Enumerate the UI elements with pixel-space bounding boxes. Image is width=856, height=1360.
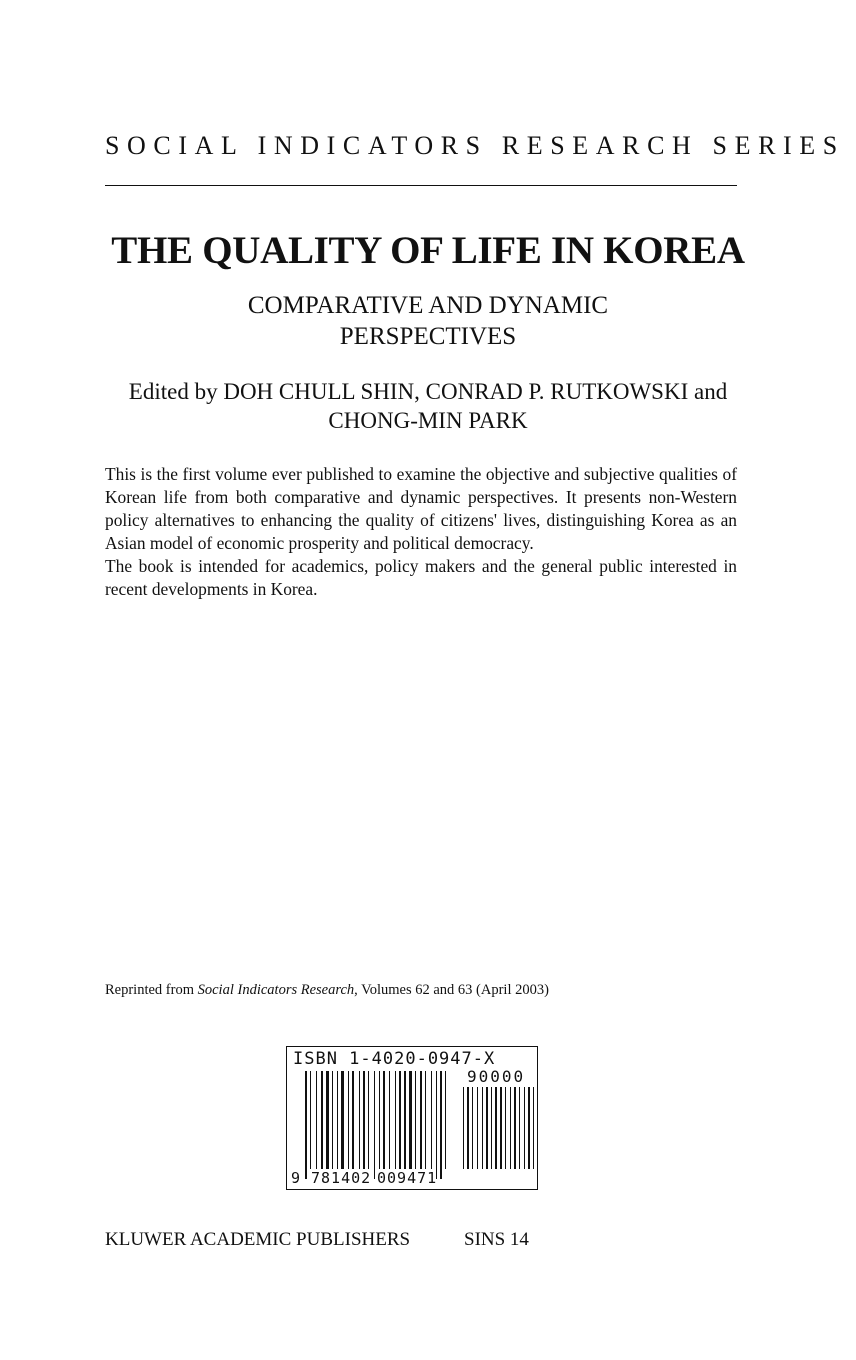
barcode-bar — [337, 1071, 338, 1169]
subtitle-line-2: PERSPECTIVES — [339, 323, 517, 350]
barcode-addon-bar — [514, 1087, 516, 1169]
book-title: THE QUALITY OF LIFE IN KOREA — [111, 229, 745, 272]
barcode-bar — [305, 1071, 307, 1179]
description-paragraph-1: This is the first volume ever published to examine the objective and subjective qualities of Korean life from both comparative and dynamic perspectives. It presents non-Western policy alternatives to enhancing the quality of citizens' lives, distinguishing Korea as an Asian model of economic prosperity and political democracy. — [105, 464, 737, 553]
barcode-addon-bar — [533, 1087, 534, 1169]
barcode-bar — [363, 1071, 365, 1169]
editors — [0, 377, 856, 435]
isbn-barcode — [286, 1046, 538, 1190]
barcode-bar — [316, 1071, 317, 1169]
barcode-bar — [341, 1071, 344, 1169]
barcode-bar — [440, 1071, 442, 1179]
barcode-addon-bar — [486, 1087, 488, 1169]
barcode-right-digits: 009471 — [377, 1169, 438, 1187]
barcode-bar — [348, 1071, 349, 1169]
editors-line-1: Edited by DOH CHULL SHIN, CONRAD P. RUTKOWSKI and — [128, 379, 728, 404]
barcode-addon-bar — [528, 1087, 530, 1169]
series-number: SINS 14 — [464, 1229, 529, 1250]
barcode-bar — [310, 1071, 311, 1169]
barcode-addon-digits: 90000 — [467, 1067, 526, 1086]
barcode-bar — [326, 1071, 329, 1169]
barcode-bar — [374, 1071, 375, 1179]
isbn-label: ISBN 1-4020-0947-X — [293, 1049, 496, 1069]
reprint-prefix: Reprinted from — [105, 982, 198, 998]
barcode-bar — [379, 1071, 380, 1169]
barcode-addon-bar — [477, 1087, 478, 1169]
reprint-note — [105, 982, 549, 999]
editors-line-2: CHONG-MIN PARK — [328, 408, 528, 433]
barcode-bar — [332, 1071, 333, 1169]
barcode-bar — [321, 1071, 323, 1169]
barcode-bar — [395, 1071, 396, 1169]
barcode-lead-digit: 9 — [291, 1169, 301, 1187]
description-paragraph-2: The book is intended for academics, policy makers and the general public interested in recent developments in Korea. — [105, 556, 737, 599]
barcode-addon-bar — [491, 1087, 492, 1169]
barcode-left-digits: 781402 — [311, 1169, 372, 1187]
barcode-bar — [404, 1071, 406, 1169]
barcode-addon-bar — [472, 1087, 473, 1169]
subtitle-line-1: COMPARATIVE AND DYNAMIC — [247, 292, 609, 319]
header-rule — [105, 185, 737, 186]
barcode-addon-bar — [510, 1087, 511, 1169]
barcode-addon-bar — [500, 1087, 502, 1169]
barcode-addon-bar — [505, 1087, 506, 1169]
reprint-journal: Social Indicators Research — [197, 982, 355, 998]
barcode-bar — [383, 1071, 385, 1169]
barcode-bar — [368, 1071, 369, 1169]
barcode-bar — [399, 1071, 401, 1169]
barcode-addon-bar — [519, 1087, 520, 1169]
barcode-bar — [415, 1071, 416, 1169]
book-subtitle — [0, 290, 856, 352]
barcode-addon-bar — [482, 1087, 483, 1169]
barcode-bar — [436, 1071, 437, 1179]
publisher-name: KLUWER ACADEMIC PUBLISHERS — [105, 1229, 411, 1250]
barcode-addon-bar — [524, 1087, 525, 1169]
barcode-bar — [359, 1071, 360, 1169]
barcode-bar — [352, 1071, 354, 1169]
barcode-bar — [431, 1071, 432, 1169]
description — [105, 463, 737, 601]
barcode-bar — [420, 1071, 422, 1169]
series-name: SOCIAL INDICATORS RESEARCH SERIES — [105, 131, 845, 160]
barcode-addon-bar — [463, 1087, 464, 1169]
barcode-bar — [425, 1071, 426, 1169]
barcode-bar — [389, 1071, 390, 1169]
barcode-addon-bar — [495, 1087, 497, 1169]
barcode-addon-bar — [467, 1087, 469, 1169]
reprint-suffix: , Volumes 62 and 63 (April 2003) — [354, 982, 549, 998]
barcode-bar — [409, 1071, 412, 1169]
barcode-bar — [445, 1071, 446, 1169]
